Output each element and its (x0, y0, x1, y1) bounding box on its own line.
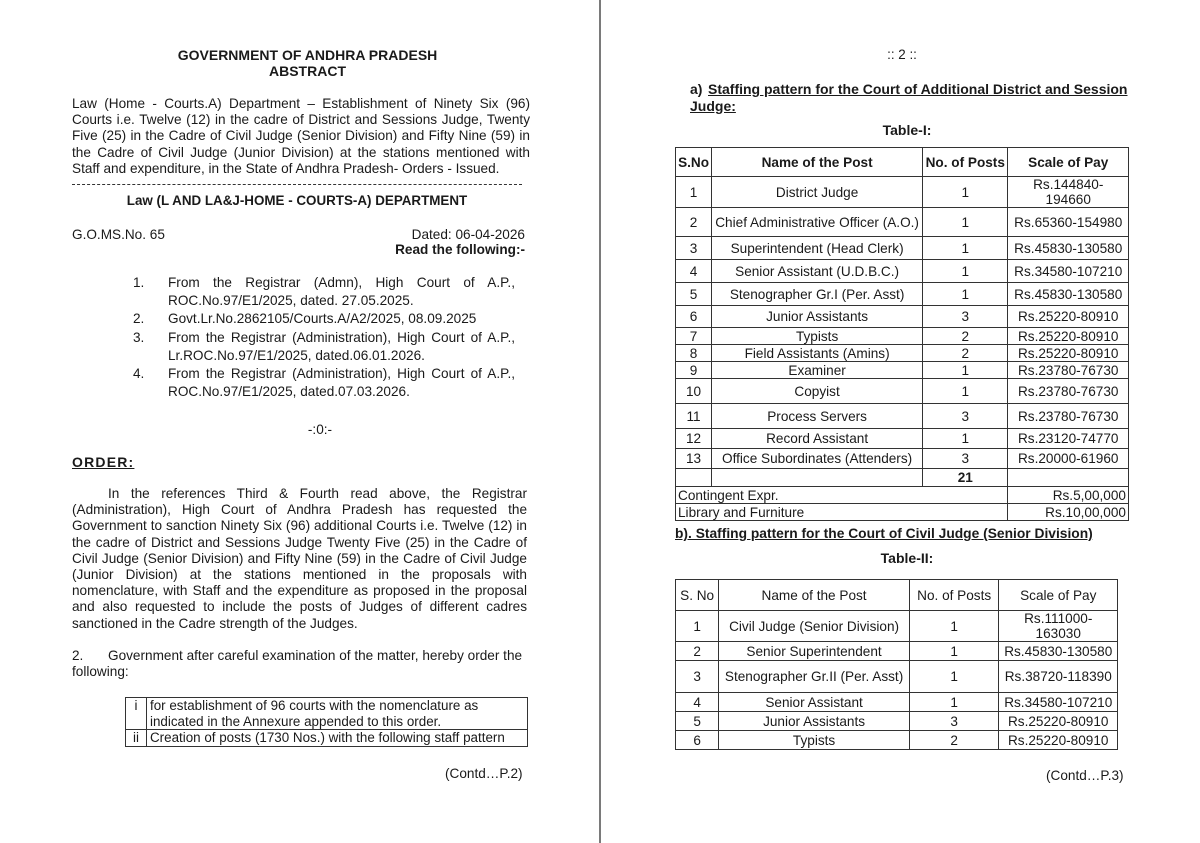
cell-post: Typists (719, 731, 910, 750)
continued-note: (Contd…P.3) (1046, 768, 1124, 783)
cell-sno: 1 (676, 611, 719, 642)
read-following-heading: Read the following:- (395, 242, 525, 257)
cell-posts: 1 (909, 661, 999, 693)
reference-number: 3. (133, 329, 145, 345)
cell-sno: 3 (676, 661, 719, 693)
cell-pay: Rs.25220-80910 (1008, 306, 1129, 328)
cell-posts: 1 (923, 379, 1008, 404)
column-header: S.No (676, 148, 712, 177)
cell-posts: 3 (909, 712, 999, 731)
cell-sno: 13 (676, 449, 712, 469)
paragraph-number: 2. (72, 648, 84, 663)
cell-post: Examiner (712, 362, 923, 379)
table-row (676, 661, 1118, 693)
reference-item (130, 329, 515, 365)
cell-posts: 2 (923, 328, 1008, 345)
cell-sno: 5 (676, 283, 712, 306)
staffing-table-1 (675, 147, 1129, 521)
cell-sno: 4 (676, 260, 712, 283)
cell-pay: Rs.25220-80910 (999, 731, 1118, 750)
cell-posts: 1 (909, 693, 999, 712)
cell-posts: 1 (923, 362, 1008, 379)
reference-item (130, 365, 515, 401)
go-number: G.O.MS.No. 65 (72, 227, 165, 242)
references-list (130, 274, 515, 401)
document-subtitle: ABSTRACT (269, 63, 346, 79)
cell-post: Civil Judge (Senior Division) (719, 611, 910, 642)
cell-pay: Rs.20000-61960 (1008, 449, 1129, 469)
table-row (676, 362, 1129, 379)
cell-posts: 2 (923, 345, 1008, 362)
reference-number: 4. (133, 366, 145, 382)
cell-pay: Rs.25220-80910 (1008, 328, 1129, 345)
table-row (676, 306, 1129, 328)
contingent-value: Rs.5,00,000 (1008, 487, 1129, 504)
table-1-label: Table-I: (882, 122, 932, 138)
cell-pay: Rs.38720-118390 (999, 661, 1118, 693)
contingent-row (676, 487, 1129, 504)
cell-post: Typists (712, 328, 923, 345)
item-number: i (126, 698, 147, 730)
document-title: GOVERNMENT OF ANDHRA PRADESH (177, 47, 438, 63)
cell-posts: 1 (909, 642, 999, 661)
table-row (676, 237, 1129, 260)
empty-cell (676, 469, 712, 487)
item-number: ii (126, 730, 147, 747)
section-a-heading (690, 81, 1150, 114)
cell-posts: 1 (923, 283, 1008, 306)
column-header: No. of Posts (923, 148, 1008, 177)
cell-posts: 3 (923, 449, 1008, 469)
section-label: a) (690, 81, 703, 97)
cell-sno: 1 (676, 177, 712, 208)
table-row (676, 345, 1129, 362)
continued-note: (Contd…P.2) (445, 766, 523, 781)
cell-sno: 2 (676, 208, 712, 237)
reference-text: Govt.Lr.No.2862105/Courts.A/A2/2025, 08.09.2025 (168, 311, 477, 327)
cell-pay: Rs.25220-80910 (999, 712, 1118, 731)
cell-posts: 1 (923, 260, 1008, 283)
cell-pay: Rs.45830-130580 (1008, 237, 1129, 260)
cell-post: Chief Administrative Officer (A.O.) (712, 208, 923, 237)
cell-post: District Judge (712, 177, 923, 208)
cell-pay: Rs.111000-163030 (999, 611, 1118, 642)
cell-sno: 7 (676, 328, 712, 345)
order-paragraph-1: In the references Third & Fourth read above, the Registrar (Administration), High Court of Andhra Pradesh has requested the Government to sanction Ninety Six (96) additional Courts i.e. Twelve (12) in the cadre of District and Sessions Judge Twenty Five (25) in the Cadre of Civil Judge (Senior Division) and Fifty Nine (59) in the Cadre of Civil Judge (Junior Division) at the stations mentioned in the proposals with nomenclature, with Staff and the expenditure as proposed in the proposal and also requested to include the posts of Judges of different cadres sanctioned in the Cadre strength of the Judges. (72, 486, 527, 631)
library-label: Library and Furniture (676, 504, 1008, 521)
table-row (676, 429, 1129, 449)
total-row (676, 469, 1129, 487)
cell-post: Stenographer Gr.I (Per. Asst) (712, 283, 923, 306)
column-header: No. of Posts (909, 580, 999, 611)
reference-text: From the Registrar (Administration), High Court of A.P., ROC.No.97/E1/2025, dated.07.03.2026. (168, 366, 515, 400)
cell-posts: 2 (909, 731, 999, 750)
staffing-table-2 (675, 579, 1118, 750)
table-row (676, 404, 1129, 429)
table-row (676, 379, 1129, 404)
column-header: Name of the Post (719, 580, 910, 611)
cell-post: Process Servers (712, 404, 923, 429)
reference-text: From the Registrar (Admn), High Court of A.P., ROC.No.97/E1/2025, dated. 27.05.2025. (168, 275, 515, 309)
order-date: Dated: 06-04-2026 (411, 227, 525, 242)
cell-post: Junior Assistants (719, 712, 910, 731)
cell-sno: 4 (676, 693, 719, 712)
reference-text: From the Registrar (Administration), High Court of A.P., Lr.ROC.No.97/E1/2025, dated.06.01.2026. (168, 329, 515, 363)
table-row (676, 642, 1118, 661)
reference-number: 2. (133, 311, 145, 327)
cell-post: Junior Assistants (712, 306, 923, 328)
page-divider (599, 0, 601, 843)
paragraph-text: Government after careful examination of the matter, hereby order the following: (72, 648, 523, 680)
section-separator: -:0:- (307, 422, 333, 437)
reference-item (130, 274, 515, 310)
cell-posts: 1 (923, 208, 1008, 237)
cell-pay: Rs.45830-130580 (1008, 283, 1129, 306)
cell-post: Superintendent (Head Clerk) (712, 237, 923, 260)
contingent-label: Contingent Expr. (676, 487, 1008, 504)
cell-sno: 12 (676, 429, 712, 449)
cell-posts: 1 (923, 177, 1008, 208)
cell-pay: Rs.34580-107210 (999, 693, 1118, 712)
cell-post: Copyist (712, 379, 923, 404)
table-row (676, 693, 1118, 712)
cell-posts: 1 (923, 429, 1008, 449)
table-header-row (676, 148, 1129, 177)
cell-sno: 2 (676, 642, 719, 661)
cell-sno: 5 (676, 712, 719, 731)
cell-post: Stenographer Gr.II (Per. Asst) (719, 661, 910, 693)
column-header: Scale of Pay (1008, 148, 1129, 177)
cell-pay: Rs.23120-74770 (1008, 429, 1129, 449)
cell-pay: Rs.45830-130580 (999, 642, 1118, 661)
library-value: Rs.10,00,000 (1008, 504, 1129, 521)
item-text: for establishment of 96 courts with the nomenclature as indicated in the Annexure appended to this order. (147, 698, 528, 730)
page-number: :: 2 :: (887, 47, 917, 62)
cell-post: Senior Assistant (719, 693, 910, 712)
section-title: b). Staffing pattern for the Court of Civil Judge (Senior Division) (675, 526, 1093, 541)
cell-sno: 9 (676, 362, 712, 379)
cell-pay: Rs.23780-76730 (1008, 404, 1129, 429)
column-header: Name of the Post (712, 148, 923, 177)
library-row (676, 504, 1129, 521)
table-row (676, 260, 1129, 283)
order-heading: ORDER: (72, 454, 135, 470)
cell-sno: 3 (676, 237, 712, 260)
cell-pay: Rs.23780-76730 (1008, 362, 1129, 379)
table-row (126, 698, 528, 730)
total-posts: 21 (923, 469, 1008, 487)
column-header: S. No (676, 580, 719, 611)
cell-pay: Rs.25220-80910 (1008, 345, 1129, 362)
cell-pay: Rs.144840-194660 (1008, 177, 1129, 208)
table-row (676, 283, 1129, 306)
table-2-label: Table-II: (880, 550, 934, 566)
empty-cell (1008, 469, 1129, 487)
cell-post: Senior Assistant (U.D.B.C.) (712, 260, 923, 283)
reference-item (130, 310, 515, 328)
cell-sno: 6 (676, 731, 719, 750)
cell-post: Senior Superintendent (719, 642, 910, 661)
table-row (676, 731, 1118, 750)
reference-number: 1. (133, 275, 145, 290)
table-row (676, 449, 1129, 469)
cell-post: Office Subordinates (Attenders) (712, 449, 923, 469)
section-b-heading (675, 526, 1145, 541)
dashed-divider (72, 184, 522, 185)
order-paragraph-2 (72, 648, 527, 680)
cell-sno: 10 (676, 379, 712, 404)
table-row (126, 730, 528, 747)
cell-pay: Rs.23780-76730 (1008, 379, 1129, 404)
page-2 (602, 0, 1200, 843)
table-row (676, 208, 1129, 237)
cell-posts: 3 (923, 404, 1008, 429)
table-row (676, 611, 1118, 642)
department-heading: Law (L AND LA&J-HOME - COURTS-A) DEPARTMENT (126, 193, 468, 208)
section-title: Staffing pattern for the Court of Additional District and Session Judge: (690, 81, 1128, 114)
table-header-row (676, 580, 1118, 611)
cell-posts: 3 (923, 306, 1008, 328)
cell-pay: Rs.34580-107210 (1008, 260, 1129, 283)
subject-paragraph: Law (Home - Courts.A) Department – Establishment of Ninety Six (96) Courts i.e. Twelve (12) in the cadre of District and Sessions Judge, Twenty Five (25) in the Cadre of Civil Judge (Senior Division) and Fifty Nine (59) in the Cadre of Civil Judge (Junior Division) at the stations mentioned with Staff and expenditure, in the State of Andhra Pradesh- Orders - Issued. (72, 96, 530, 176)
table-row (676, 712, 1118, 731)
table-row (676, 328, 1129, 345)
cell-sno: 11 (676, 404, 712, 429)
table-row (676, 177, 1129, 208)
item-text: Creation of posts (1730 Nos.) with the following staff pattern (147, 730, 528, 747)
cell-sno: 6 (676, 306, 712, 328)
cell-sno: 8 (676, 345, 712, 362)
cell-post: Field Assistants (Amins) (712, 345, 923, 362)
order-items-table (125, 697, 528, 747)
empty-cell (712, 469, 923, 487)
cell-posts: 1 (909, 611, 999, 642)
cell-posts: 1 (923, 237, 1008, 260)
cell-post: Record Assistant (712, 429, 923, 449)
cell-pay: Rs.65360-154980 (1008, 208, 1129, 237)
column-header: Scale of Pay (999, 580, 1118, 611)
